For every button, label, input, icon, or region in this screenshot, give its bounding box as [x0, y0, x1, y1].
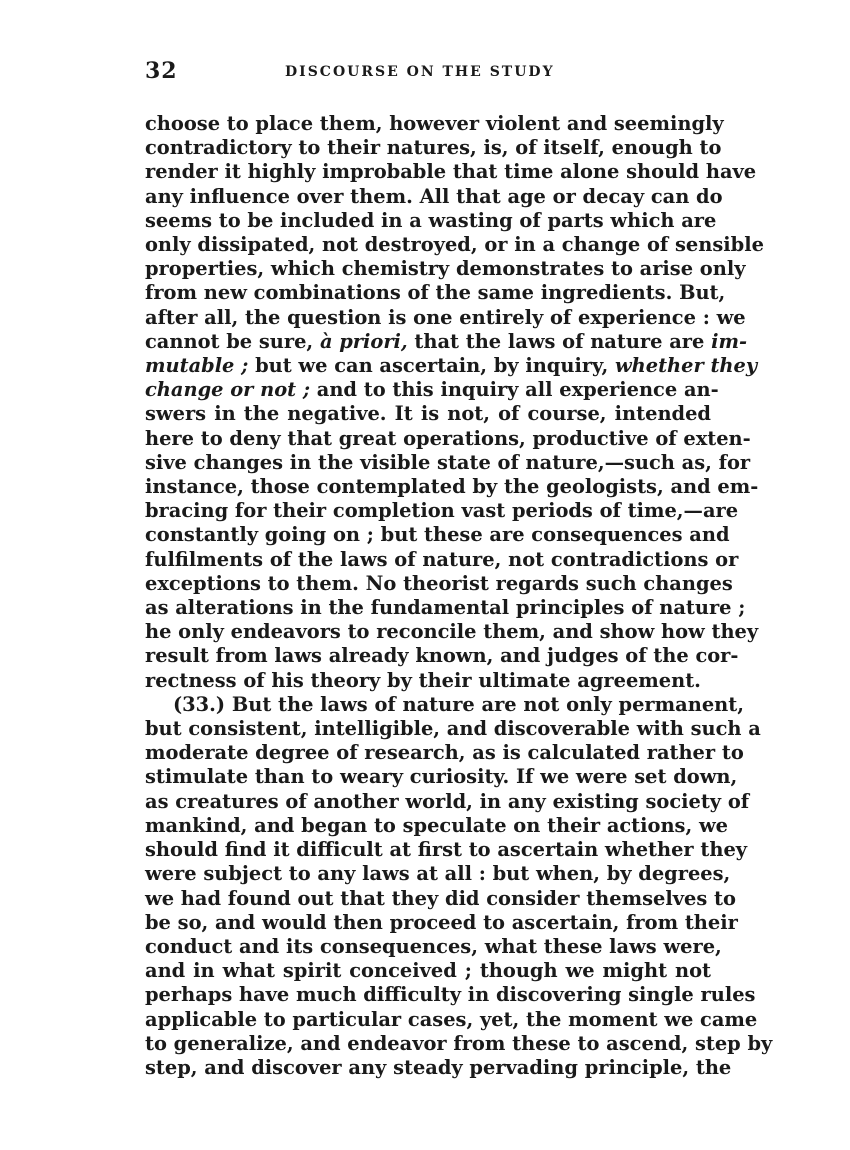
text-run: properties, which chemistry demonstrates to arise only — [145, 257, 746, 281]
italic-text: im- — [711, 329, 748, 353]
text-run: applicable to particular cases, yet, the moment we came — [145, 1007, 758, 1031]
text-run: step, and discover any steady pervading principle, the — [145, 1055, 732, 1079]
body-text — [145, 112, 773, 1080]
text-line — [145, 789, 750, 814]
text-run: perhaps have much difficulty in discovering single rules — [145, 983, 756, 1007]
text-line — [145, 1031, 773, 1056]
text-run: fulfilments of the laws of nature, not contradictions or — [145, 547, 739, 571]
text-line — [145, 765, 738, 789]
text-line — [145, 910, 738, 935]
running-head — [145, 58, 711, 88]
text-run: moderate degree of research, as is calculated rather to — [145, 741, 744, 765]
text-line — [145, 1007, 758, 1032]
text-line — [145, 305, 746, 330]
text-run: exceptions to them. No theorist regards such changes — [145, 571, 733, 595]
running-title: DISCOURSE ON THE STUDY — [285, 64, 555, 80]
text-line — [145, 136, 722, 160]
italic-text: à priori, — [319, 329, 408, 353]
text-line — [145, 959, 711, 983]
text-line — [145, 378, 719, 402]
text-line — [145, 329, 748, 354]
paragraph — [145, 692, 773, 1080]
italic-text: mutable ; — [145, 354, 249, 378]
text-run: to generalize, and endeavor from these to ascend, step by — [145, 1031, 773, 1055]
text-line — [145, 426, 751, 451]
text-run: from new combinations of the same ingredients. But, — [145, 281, 726, 305]
text-run: be so, and would then proceed to ascertain, from their — [145, 910, 738, 934]
text-line — [145, 571, 733, 596]
text-run: here to deny that great operations, productive of exten- — [145, 426, 751, 450]
text-line — [145, 620, 759, 644]
text-run: render it highly improbable that time alone should have — [145, 160, 757, 184]
text-line — [145, 813, 728, 838]
text-run: choose to place them, however violent and seemingly — [145, 112, 724, 135]
text-run: bracing for their completion vast periods of time,—are — [145, 499, 739, 523]
text-run: mankind, and began to speculate on their actions, we — [145, 813, 728, 837]
text-run: seems to be included in a wasting of parts which are — [145, 208, 717, 232]
book-page — [145, 58, 773, 1080]
text-run: result from laws already known, and judges of the cor- — [145, 644, 739, 668]
text-line — [145, 281, 726, 305]
text-run: instance, those contemplated by the geologists, and em- — [145, 475, 759, 499]
text-line — [145, 257, 746, 281]
text-line — [145, 983, 756, 1007]
text-line — [145, 669, 711, 693]
text-run: but we can ascertain, by inquiry, — [248, 354, 615, 378]
text-line — [145, 354, 758, 378]
text-run: and to this inquiry all experience an- — [310, 378, 719, 402]
text-line — [145, 184, 723, 209]
italic-text: change or not ; — [145, 378, 311, 402]
text-line — [145, 838, 748, 862]
text-run: sive changes in the visible state of nature,—such as, for — [145, 450, 751, 474]
text-run: but consistent, intelligible, and discoverable with such a — [145, 717, 761, 741]
text-run: he only endeavors to reconcile them, and show how they — [145, 620, 759, 644]
text-line — [145, 475, 759, 499]
text-run: swers in the negative. It is not, of course, intended — [145, 402, 711, 426]
text-line — [145, 499, 739, 523]
text-line — [145, 160, 757, 184]
text-run: any influence over them. All that age or decay can do — [145, 184, 723, 208]
text-run: and in what spirit conceived ; though we might not — [145, 959, 711, 983]
paragraph — [145, 112, 764, 693]
page-number: 32 — [145, 58, 178, 84]
text-line — [145, 717, 761, 741]
text-line — [145, 402, 711, 426]
text-run: rectness of his theory by their ultimate agreement. — [145, 668, 701, 692]
text-line — [145, 886, 736, 911]
text-run: (33.) But the laws of nature are not only permanent, — [173, 692, 744, 716]
text-run: we had found out that they did consider themselves to — [145, 886, 736, 910]
text-line — [145, 523, 730, 547]
text-run: were subject to any laws at all : but when, by degrees, — [145, 862, 731, 886]
text-run: should find it difficult at first to ascertain whether they — [145, 838, 748, 862]
text-line — [145, 450, 751, 475]
text-run: constantly going on ; but these are consequences and — [145, 523, 730, 547]
text-line — [145, 233, 764, 257]
text-line — [145, 741, 744, 765]
text-line — [145, 1055, 732, 1080]
text-run: as alterations in the fundamental principles of nature ; — [145, 596, 746, 620]
text-run: only dissipated, not destroyed, or in a change of sensible — [145, 233, 764, 257]
text-line — [145, 862, 731, 886]
text-line — [145, 644, 739, 668]
text-run: conduct and its consequences, what these laws were, — [145, 934, 722, 958]
italic-text: whether they — [614, 354, 758, 378]
text-run: contradictory to their natures, is, of itself, enough to — [145, 136, 722, 160]
text-line — [145, 112, 724, 136]
text-run: cannot be sure, — [145, 329, 320, 353]
text-line — [145, 934, 722, 959]
text-line — [145, 547, 739, 572]
text-run: as creatures of another world, in any existing society of — [145, 789, 750, 813]
text-line — [145, 596, 746, 620]
text-run: stimulate than to weary curiosity. If we were set down, — [145, 765, 738, 789]
text-run: after all, the question is one entirely of experience : we — [145, 305, 746, 329]
text-line — [145, 692, 744, 717]
text-line — [145, 208, 717, 233]
text-run: that the laws of nature are — [407, 329, 712, 353]
